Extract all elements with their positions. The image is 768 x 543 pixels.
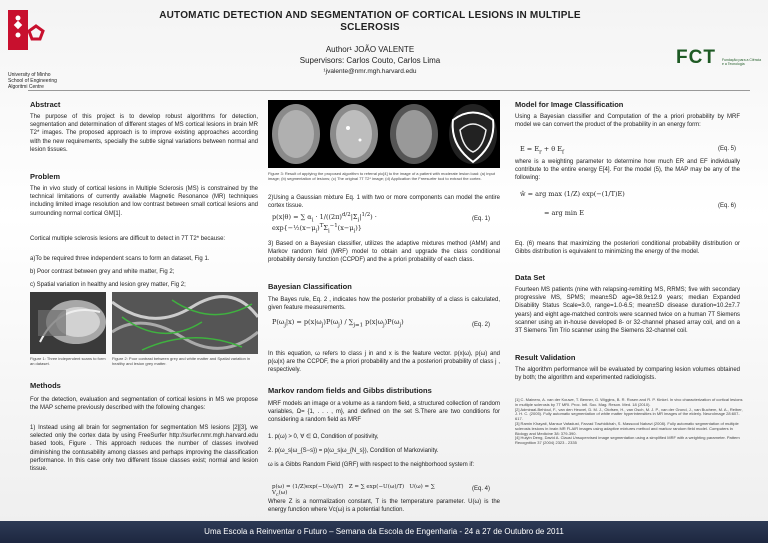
bayes-text: The Bayes rule, Eq. 2 , indicates how the posterior probability of a class is calculated, given feature measurements. [268,297,500,312]
problem-heading: Problem [30,172,61,181]
institution-text [8,72,78,90]
supervisors-line: Supervisors: Carlos Couto, Carlos Lima [299,56,441,65]
equation-4: p(ω) = (1/Z)exp(−U(ω)/T) Z = ∑ exp(−U(ω)/T) U(ω) = ∑ $V_c(\omega)$ [272,484,435,499]
problem-text: The in vivo study of cortical lesions in Multiple Sclerosis (MS) is constrained by the technical limitations of currently available Magnetic Resonance (MR) techniques including limited image resolution and low contrast between small cortical lesions and surrounding normal cortical GM[1]. [30,186,258,217]
figure-1-image [30,292,106,354]
institution-line: University of Minho [8,72,51,78]
figure-3-caption: Figure 3: Result of applying the proposed algorithm to referral pic[4] to the image of a patient with moderate lesion load: (a) input image; (b) segmentation of lesions; (c) The original 7T T2* image; (d) Application the Freesurfer tool to extract the cortex. [268,171,496,181]
problem-list-item: c) Spatial variation in healthy and lesion grey matter, Fig 2; [30,282,186,288]
methods-text: For the detection, evaluation and segmentation of cortical lesions in MS we propose the MAP scheme previously described with the following changes: [30,397,258,412]
problem-list-item: a)To be required three independent scans to form an dataset, Fig 1. [30,256,210,262]
references: [1] C. Mainero, A. van der Kouwe, T. Benner, G. Wiggins, B. R. Rosen and R. P. Kinkel. In vivo characterization of cortical lesions in multiple sclerosis by 7T MRI. Proc. Intl. Soc. Mag. Reson. Med. 18 (2010). [2] Admiraal-Behloul, F., van den Heuvel, D. M. J., Olofsen, H., van Osch, M. J. P., van der Grond, J., van Buchem, M. A., Reiber, J. H. C. (2005). Fully automatic segmentation of white matter hyperintensities in MR images of the elderly. NeuroImage 28:607-617. [3] Ramin Khayati, Mansur Vafadust, Farzad Towhidkhah, S. Massood Nabavi (2008). Fully automatic segmentation of multiple sclerosis lesions in brain MR FLAIR images using adaptive mixtures method and markov random field model. Computers in Biology and Medicine 38: 379-390. [4] Huiyin Deng, David A. Clausi Unsupervised image segmentation using a simplified MRF with a weighting parameter. Pattern Recognition 37 (2004) 2323 - 2335 [515,397,743,446]
equation-2: $P(\omega_j|x) = p(x|\omega_j)P(\omega_j) / \sum_{j=1}$ $p(x|\omega_j)P(\omega_j)$ [272,318,404,329]
figure-2-caption: Figure 2: Poor contrast between grey and white matter and Spatial variation in healthy and lesion grey matter. [112,356,251,366]
poster-title: AUTOMATIC DETECTION AND SEGMENTATION OF CORTICAL LESIONS IN MULTIPLE SCLEROSIS [159,10,581,33]
author-line: Author¹ JOÃO VALENTE [325,45,415,54]
institution-line: Algoritmi Centre [8,84,44,90]
results-text: The algorithm performance will be evaluated by comparing lesion volumes obtained by both; the algorithm and experimented radiologists. [515,367,740,382]
figure-3-image [268,100,500,168]
equation-5: $E = E_r + \theta$ $E_f$ [520,145,564,156]
footer-banner: Uma Escola a Reinventar o Futuro – Semana da Escola de Engenharia - 24 a 27 de Outubro de 2011 [0,521,768,543]
uminho-logo [8,10,48,50]
equation-2-label: (Eq. 2) [472,322,491,328]
markov-condition-1: 1. p(ω) > 0, ∀ ∈ Ω, Condition of positivity, [268,434,379,440]
equation-6-label: (Eq. 6) [718,203,737,209]
abstract-text: The purpose of this project is to develop robust algorithms for detection, segmentation and determination of different stages of MS cortical lesions in brain MR T2* images. The proposed approach is to improve existing approaches according with the new requirements, specially the subtle signal variations between normal and lesion tissues. [30,114,258,153]
methods-text-2: 1) Instead using all brain for segmentation for segmentation MS lesions [2][3], we selected only the cortex data by using FreeSurfer http://surfer.nmr.mgh.harvard.edu based tools, Figure . This approach reduces the number of classes involved diminishing the contusability among classes and perhaps improving the classification performance. In this case only two different tissue classes exist; normal and lesion tissue. [30,425,258,473]
abstract-heading: Abstract [30,100,61,109]
equation-6: ŵ = arg max (1/Z) exp(−(1/T)E) [520,190,625,198]
markov-text-3: Where Z is a normalization constant, T is the temperature parameter. U(ω) is the energy function where Vc(ω) is a potential function. [268,499,500,514]
equation-1: p(x|θ) = ∑ $\alpha_i \cdot 1/((2\pi)^{d/2}|\Sigma_i|^{1/2})$ · $\exp\{-\frac{1}{2}(x-\mu_i)^T\Sigma_i^{-1}(x-\mu_i)\}$ [272,212,377,235]
equation-4-label: (Eq. 4) [472,486,491,492]
figure-1-caption: Figure 1: Three independent scans to form an dataset. [30,356,106,366]
model-heading: Model for Image Classification [515,100,624,109]
bayes-text-2: In this equation, ω refers to class j in and x is the feature vector. p(x|ω), p(ω) and p(ω|x) are the CCPDF, the a priori probability and the a posteriori probability of class j , respectively. [268,351,500,374]
markov-text-2: ω is a Gibbs Random Field (GRF) with respect to the neighborhood system if: [268,462,475,468]
markov-condition-2: 2. p(ω_s|ω_{S−s}) = p(ω_s|ω_{N_s}), Condition of Markovianity. [268,448,439,454]
dataset-heading: Data Set [515,273,546,282]
problem-list-item: b) Poor contrast between grey and white matter, Fig 2; [30,269,175,275]
results-heading: Result Validation [515,353,576,362]
authors-block [220,44,520,77]
equation-5-label: (Eq. 5) [718,146,737,152]
model-text: Using a Bayesian classifier and Computation of the a priori probability by MRF model we can convert the product of the probability in an energy form: [515,114,740,129]
dataset-text: Fourteen MS patients (nine with relapsing-remitting MS, RRMS; five with secondary progressive MS, SPMS; mean±SD age=38.9±12.9 years; median Expanded Disability Status Scale=3.0, range=1.0-6.5; mean±SD disease duration=10.2±7.7 years) and eight age-matched controls were scanned twice on a human 7T Siemens scanner using an in-house developed 8- or 32-channel phased array coil, and on a 3T Siemens Tim Trio scanner using the Siemens 32-channel coil. [515,287,740,335]
markov-heading: Markov random fields and Gibbs distributions [268,386,432,395]
equation-1-label: (Eq. 1) [472,216,491,222]
fct-logo [676,48,762,74]
step-2-text: 2)Using a Gaussian mixture Eq. 1 with two or more components can model the entire cortex tissue. [268,195,500,210]
fct-logo-subtitle: Fundação para a Ciência e a Tecnologia [722,58,762,66]
header-divider [28,90,750,91]
equation-6-second: = arg min E [544,209,584,217]
fct-logo-letters: FCT [676,47,716,68]
model-text-2: where is a weighting parameter to determine how much ER and EF individually contribute to the entire energy E[4]. For the model (5), the MAP may be any of the following: [515,159,740,182]
methods-heading: Methods [30,381,61,390]
step-3-text: 3) Based on a Bayesian classifier, utilizes the adaptive mixtures method (AMM) and Markov random field (MRF) model to obtain and upgrade the class conditional probability density function (CCPDF) and the a priori probability of each class. [268,241,500,264]
bayes-heading: Bayesian Classification [268,282,352,291]
figure-2-image [112,292,258,354]
markov-text: MRF models an image or a volume as a random field, a structured collection of random variables, Ω= {1, . . . , m}, and defined on the set S.There are two conditions for considering a random field as MRF [268,401,500,424]
model-text-3: Eq. (6) means that maximizing the posteriori conditional probability distribution or Gibbs distribution is equivalent to minimizing the energy of the model. [515,241,740,256]
institution-line: School of Engineering [8,78,57,84]
problem-text-2: Cortical multiple sclerosis lesions are difficult to detect in 7T T2* because: [30,236,226,242]
author-email: ¹jvalente@nmr.mgh.harvard.edu [323,68,417,75]
